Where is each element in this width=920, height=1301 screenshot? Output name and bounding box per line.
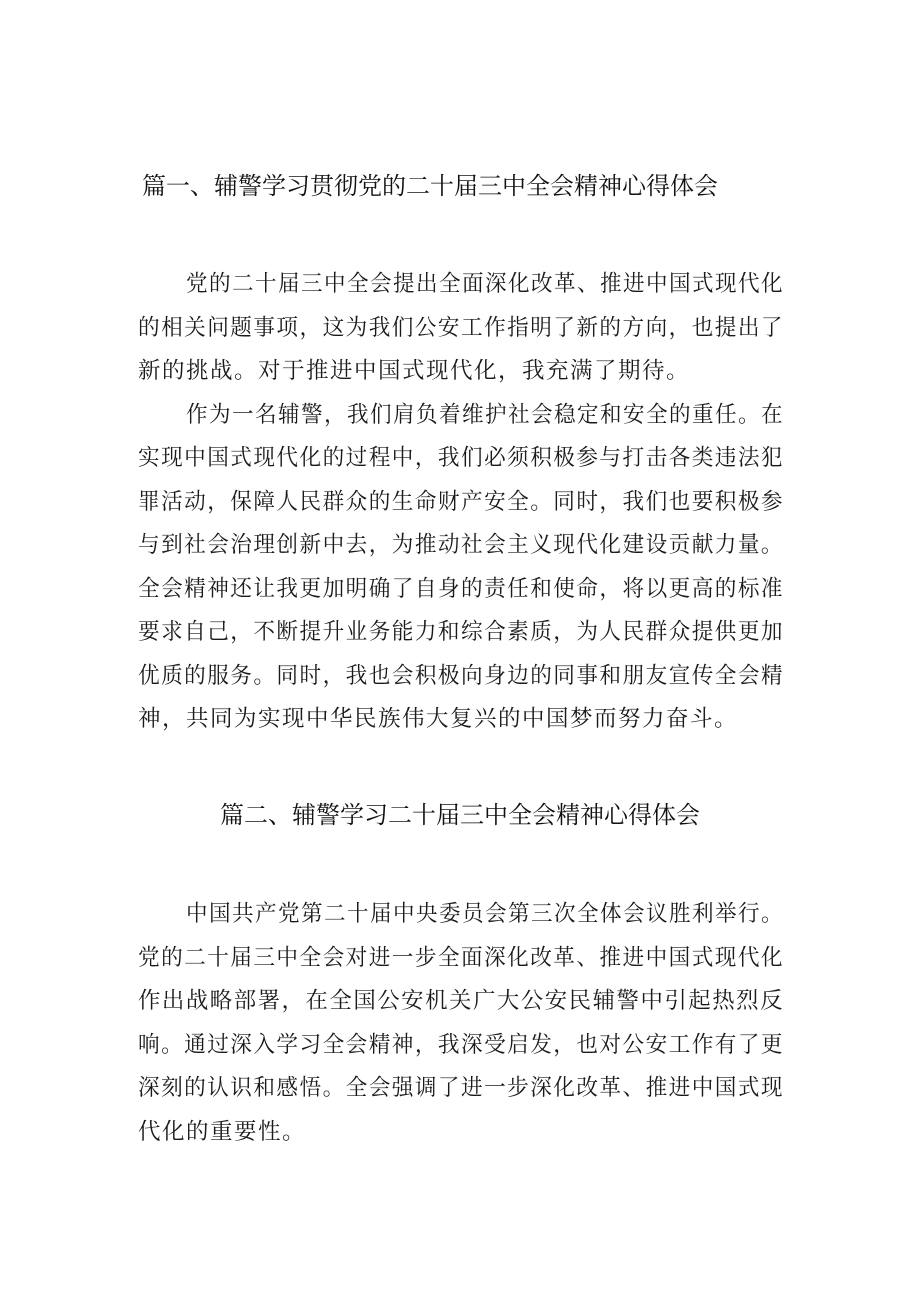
section-1-line: 全会精神还让我更加明确了自身的责任和使命，将以更高的标准 bbox=[138, 576, 785, 602]
section-2-line: 深刻的认识和感悟。全会强调了进一步深化改革、推进中国式现 bbox=[138, 1075, 785, 1101]
section-1-line: 罪活动，保障人民群众的生命财产安全。同时，我们也要积极参 bbox=[138, 489, 785, 515]
section-2-line: 作出战略部署，在全国公安机关广大公安民辅警中引起热烈反 bbox=[138, 988, 785, 1014]
section-1-title: 篇一、辅警学习贯彻党的二十届三中全会精神心得体会 bbox=[142, 172, 718, 200]
section-2-line: 代化的重要性。 bbox=[138, 1119, 307, 1145]
section-1-line: 要求自己，不断提升业务能力和综合素质，为人民群众提供更加 bbox=[138, 619, 785, 645]
section-1-line: 神，共同为实现中华民族伟大复兴的中国梦而努力奋斗。 bbox=[138, 706, 739, 732]
section-1-line: 作为一名辅警，我们肩负着维护社会稳定和安全的重任。在 bbox=[186, 402, 784, 428]
section-2-line: 党的二十届三中全会对进一步全面深化改革、推进中国式现代化 bbox=[138, 945, 785, 971]
section-1-line: 党的二十届三中全会提出全面深化改革、推进中国式现代化 bbox=[186, 271, 784, 297]
section-2-line: 中国共产党第二十届中央委员会第三次全体会议胜利举行。 bbox=[186, 901, 784, 927]
section-1-line: 优质的服务。同时，我也会积极向身边的同事和朋友宣传全会精 bbox=[138, 663, 785, 689]
section-1-line: 实现中国式现代化的过程中，我们必须积极参与打击各类违法犯 bbox=[138, 445, 785, 471]
section-1-line: 的相关问题事项，这为我们公安工作指明了新的方向，也提出了 bbox=[138, 315, 785, 341]
section-1-line: 与到社会治理创新中去，为推动社会主义现代化建设贡献力量。 bbox=[138, 532, 785, 558]
section-2-line: 响。通过深入学习全会精神，我深受启发，也对公安工作有了更 bbox=[138, 1032, 785, 1058]
section-1-line: 新的挑战。对于推进中国式现代化，我充满了期待。 bbox=[138, 358, 691, 384]
section-2-title: 篇二、辅警学习二十届三中全会精神心得体会 bbox=[220, 801, 700, 829]
